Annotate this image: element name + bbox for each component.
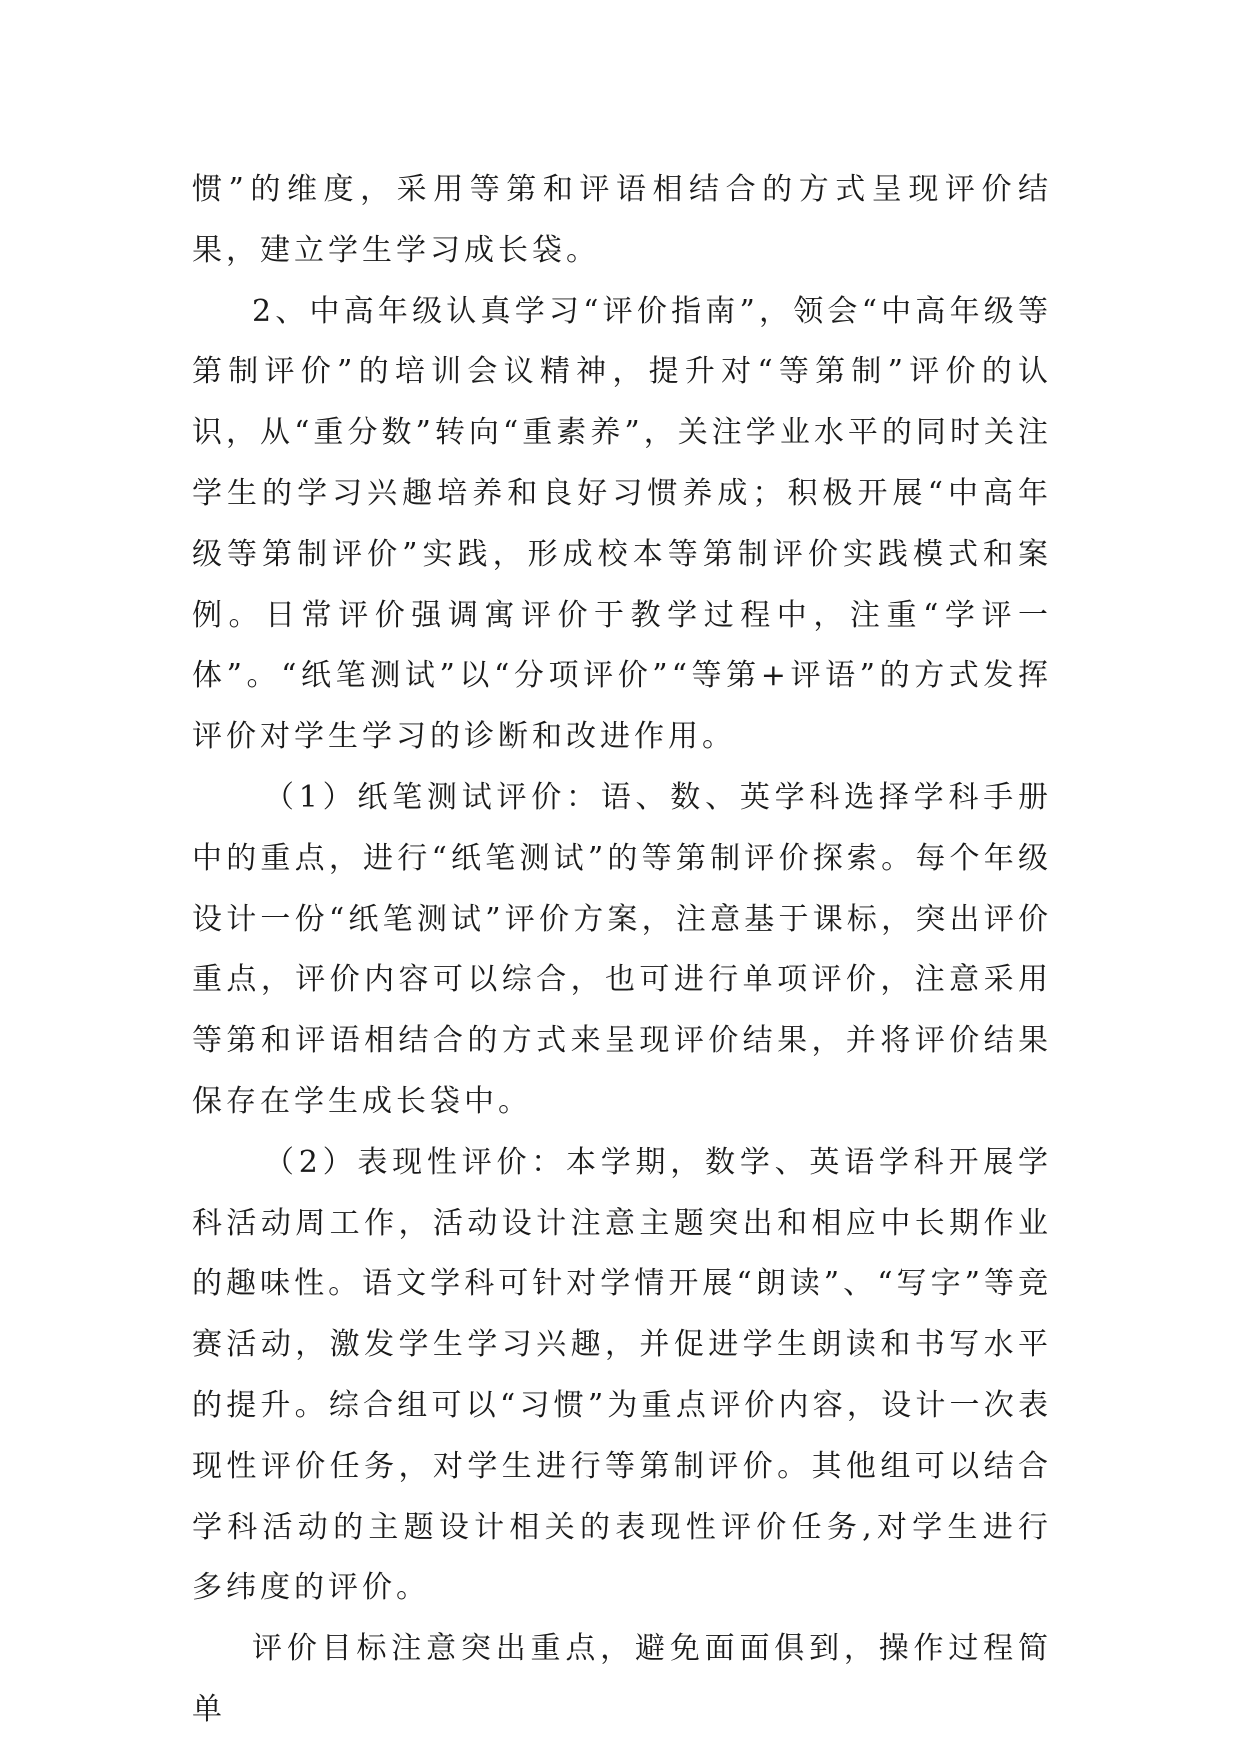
document-body (192, 160, 1052, 1741)
paragraph-continuation: 惯”的维度，采用等第和评语相结合的方式呈现评价结果，建立学生学习成长袋。 (192, 172, 1052, 268)
paragraph-evaluation-goals: 评价目标注意突出重点，避免面面俱到，操作过程简单 (192, 1631, 1052, 1727)
paragraph-written-test: （1）纸笔测试评价：语、数、英学科选择学科手册中的重点，进行“纸笔测试”的等第制评价探索。每个年级设计一份“纸笔测试”评价方案，注意基于课标，突出评价重点，评价内容可以综合，也可进行单项评价，注意采用等第和评语相结合的方式来呈现评价结果，并将评价结果保存在学生成长袋中。 (192, 779, 1052, 1119)
paragraph-item-2: 2、中高年级认真学习“评价指南”，领会“中高年级等第制评价”的培训会议精神，提升对“等第制”评价的认识，从“重分数”转向“重素养”，关注学业水平的同时关注学生的学习兴趣培养和良好习惯养成；积极开展“中高年级等第制评价”实践，形成校本等第制评价实践模式和案例。日常评价强调寓评价于教学过程中，注重“学评一体”。“纸笔测试”以“分项评价”“等第+评语”的方式发挥评价对学生学习的诊断和改进作用。 (192, 293, 1052, 755)
paragraph-performance-assessment: （2）表现性评价：本学期，数学、英语学科开展学科活动周工作，活动设计注意主题突出和相应中长期作业的趣味性。语文学科可针对学情开展“朗读”、“写字”等竞赛活动，激发学生学习兴趣，并促进学生朗读和书写水平的提升。综合组可以“习惯”为重点评价内容，设计一次表现性评价任务，对学生进行等第制评价。其他组可以结合学科活动的主题设计相关的表现性评价任务,对学生进行多纬度的评价。 (192, 1144, 1052, 1606)
